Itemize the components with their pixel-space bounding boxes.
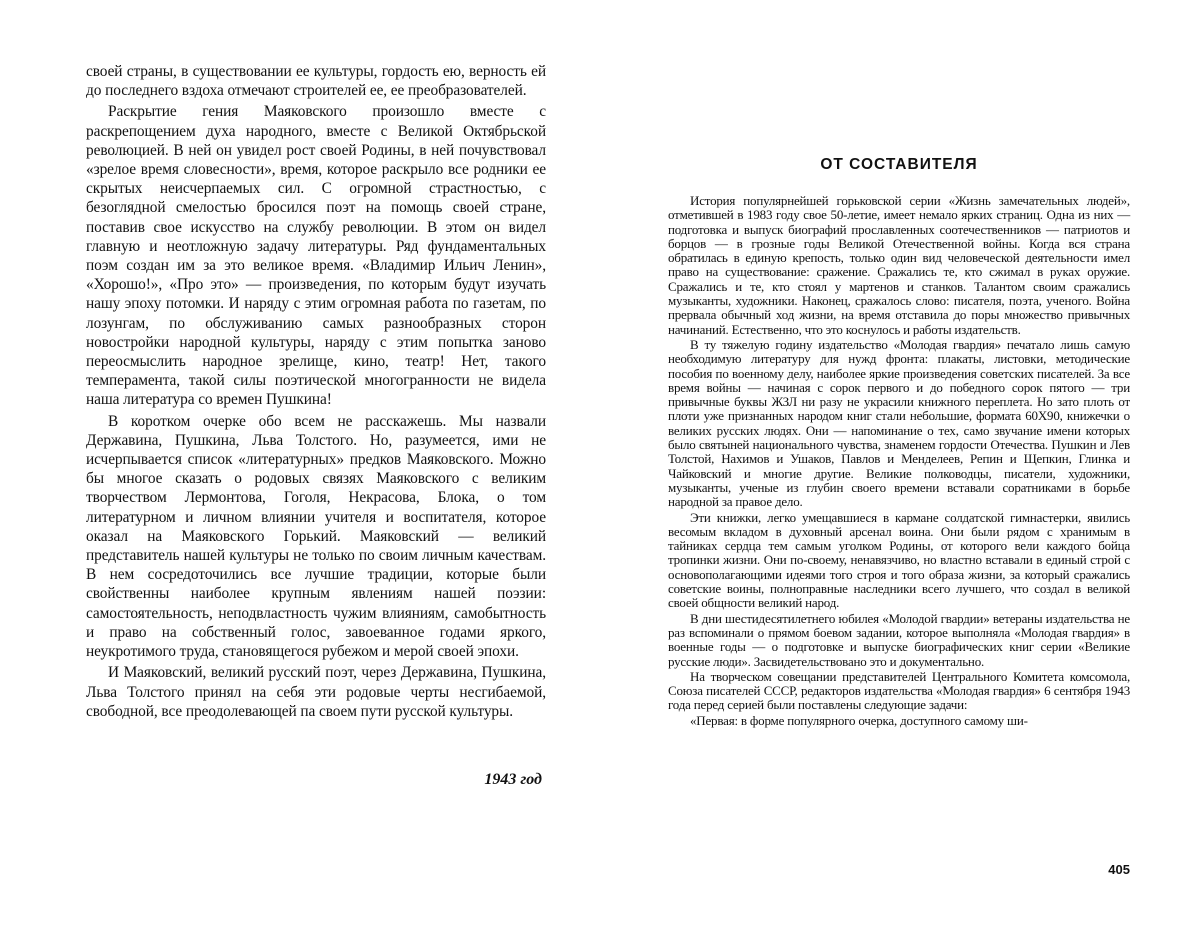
right-paragraph-2: В ту тяжелую годину издательство «Молодая гвардия» печатало лишь самую необходимую литературу для нужд фронта: плакаты, листовки, методические пособия по военному делу, наиболее яркие произведения советских писателей. За все время войны — начиная с сорок первого и до победного сорок пятого — три привычные буквы ЖЗЛ ни разу не украсили книжного переплета. Но зато плоть от плоти уже признанных народом книг стали небольшие, формата 60Х90, книжечки о великих русских людях. Они — напоминание о тех, само звучание имени которых было святыней национального чувства, знаменем гордости Отечества. Пушкин и Лев Толстой, Нахимов и Ушаков, Павлов и Менделеев, Репин и Щепкин, Глинка и Чайковский и многие другие. Великие полководцы, писатели, художники, музыканты, ученые из глубин своего времени вставали соратниками в борьбе народной за правое дело. bbox=[668, 338, 1130, 510]
date-signature: 1943 год bbox=[86, 771, 542, 789]
section-heading: ОТ СОСТАВИТЕЛЯ bbox=[668, 156, 1130, 174]
right-page bbox=[668, 0, 1130, 729]
left-paragraph-2: Раскрытие гения Маяковского произошло вместе с раскрепощением духа народного, вместе с Великой Октябрьской революцией. В ней он увидел рост своей Родины, в ней почувствовал «зрелое время словесности», время, которое раскрыло все родники ее скрытых неисчерпаемых сил. С огромной страстностью, с безоглядной смелостью бросился поэт на помощь своей стране, поставив свое искусство на службу революции. В этом он видел главную и неотложную задачу литературы. Ряд фундаментальных поэм создан им за это великое время. «Владимир Ильич Ленин», «Хорошо!», «Про это» — произведения, по которым будут изучать нашу эпоху потомки. И наряду с этим огромная работа по газетам, по лозунгам, по обслуживанию самых разнообразных сторон новостройки народной культуры, наряду с этим попытка заново переосмыслить народное зрелище, кино, театр! Нет, такого темперамента, такой силы поэтической многогранности не видела наша литература со времен Пушкина! bbox=[86, 102, 546, 409]
right-paragraph-1: История популярнейшей горьковской серии «Жизнь замечательных людей», отметившей в 1983 году свое 50-летие, имеет немало ярких страниц. Одна из них — подготовка и выпуск биографий прославленных соотечественников — патриотов и борцов — в грозные годы Великой Отечественной войны. Когда вся страна обратилась в единую крепость, только один вид человеческой деятельности имел право на существование: сражение. Сражались те, кто сжимал в руках оружие. Сражались и те, кто стоял у мартенов и станков. Талантом своим сражались музыканты, художники. Наконец, сражалось слово: писателя, поэта, ученого. Война прервала обычный ход жизни, на время отставила до поры множество привычных начинаний. Естественно, что это коснулось и работы издательств. bbox=[668, 194, 1130, 337]
right-paragraph-6: «Первая: в форме популярного очерка, доступного самому ши- bbox=[668, 714, 1130, 728]
left-paragraph-1: своей страны, в существовании ее культуры, гордость ею, верность ей до последнего вздоха отмечают строителей ее, ее преобразователей. bbox=[86, 62, 546, 100]
left-page bbox=[86, 62, 546, 789]
right-paragraph-3: Эти книжки, легко умещавшиеся в кармане солдатской гимнастерки, явились весомым вкладом в духовный арсенал воина. Они были рядом с хранимым в тайниках сердца тем самым уголком Родины, от которого вели каждого бойца тропинки жизни. Они по-своему, ненавязчиво, но властно вставали в единый строй с основополагающими идеями того строя и того образа жизни, за который сражались советские воины, полноправные наследники всего лучшего, что создал в великой своей общности великий народ. bbox=[668, 511, 1130, 611]
left-paragraph-3: В коротком очерке обо всем не расскажешь. Мы назвали Державина, Пушкина, Льва Толстого. Но, разумеется, ими не исчерпывается список «литературных» предков Маяковского. Можно бы многое сказать о родовых связях Маяковского с великим творчеством Лермонтова, Гоголя, Некрасова, Блока, о том литературном и личном влиянии учителя и воспитателя, которое оказал на Маяковского Горький. Маяковский — великий представитель нашей культуры не только по своим личным качествам. В нем сосредоточились все лучшие традиции, которые были свойственны наиболее крупным явлениям нашей поэзии: самостоятельность, неподвластность чужим влияниям, самобытность и право на собственный голос, завоеванное годами яркого, неукротимого труда, становящегося рубежом и мерой своей эпохи. bbox=[86, 412, 546, 662]
left-paragraph-4: И Маяковский, великий русский поэт, через Державина, Пушкина, Льва Толстого принял на себя эти родовые черты несгибаемой, свободной, все преодолевающей па своем пути русской культуры. bbox=[86, 663, 546, 721]
right-paragraph-4: В дни шестидесятилетнего юбилея «Молодой гвардии» ветераны издательства не раз вспоминали о прямом боевом задании, которое выполняла «Молодая гвардия» в военные годы — о подготовке и выпуске биографических книг серии «Великие русские люди». Засвидетельствовано это и документально. bbox=[668, 612, 1130, 669]
right-body bbox=[668, 194, 1130, 728]
page-number: 405 bbox=[1108, 862, 1130, 877]
right-paragraph-5: На творческом совещании представителей Центрального Комитета комсомола, Союза писателей СССР, редакторов издательства «Молодая гвардия» 6 сентября 1943 года перед серией были поставлены следующие задачи: bbox=[668, 670, 1130, 713]
